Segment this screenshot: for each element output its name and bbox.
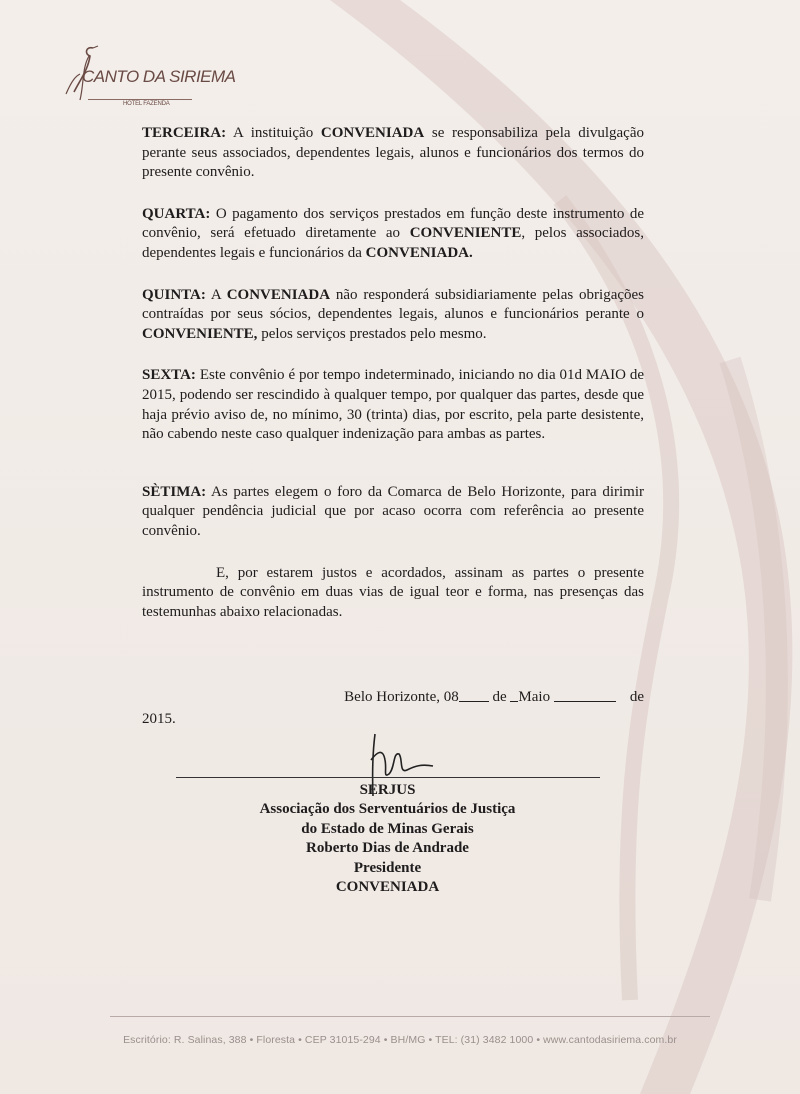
contract-body <box>142 124 644 644</box>
footer-divider <box>110 1016 710 1017</box>
signatory-role: Presidente <box>353 859 422 876</box>
signatory-block <box>200 781 575 897</box>
clause-text: , pelos associados, dependentes legais e funcionários da <box>142 225 644 261</box>
clause-quinta <box>142 286 644 345</box>
clause-text: A <box>205 286 227 303</box>
signatory-org-short: SERJUS <box>359 782 416 798</box>
date-blank-3 <box>554 687 616 702</box>
date-blank-1 <box>459 687 489 702</box>
logo-divider <box>88 99 192 100</box>
closing-paragraph: E, por estarem justos e acordados, assinam as partes o presente instrumento de convênio em duas vias de igual teor e forma, nas presenças das testemunhas abaixo relacionadas. <box>142 564 644 620</box>
date-de-2: de <box>629 689 644 705</box>
clause-bold-term: CONVENIENTE, <box>142 325 258 342</box>
clause-label: TERCEIRA: <box>142 125 227 141</box>
logo-wordmark: CANTO DA SIRIEMA <box>82 67 236 86</box>
clause-text: não responderá subsidiariamente pelas obrigações contraídas por seus sócios, dependentes legais, alunos e funcionários perante o <box>142 286 644 323</box>
clause-bold-term: CONVENIADA <box>226 286 331 303</box>
clause-label: SEXTA: <box>142 367 196 384</box>
clause-label: QUINTA: <box>142 286 206 303</box>
signatory-org-full: Associação dos Serventuários de Justiça <box>259 801 516 818</box>
date-line <box>142 687 644 729</box>
clause-setima <box>142 483 644 542</box>
date-month: Maio <box>518 689 551 705</box>
signatory-person: Roberto Dias de Andrade <box>306 840 469 857</box>
signature-line <box>176 777 600 778</box>
date-year: 2015. <box>142 711 176 727</box>
clause-bold-term: CONVENIADA. <box>365 244 473 261</box>
clause-quarta <box>142 205 644 264</box>
clause-label: SÈTIMA: <box>142 483 207 500</box>
clause-text: As partes elegem o foro da Comarca de Belo Horizonte, para dirimir qualquer pendência judicial que por acaso ocorra com referência ao presente convênio. <box>142 483 644 539</box>
clause-text: O pagamento dos serviços prestados em função deste instrumento de convênio, será efetuado diretamente ao <box>142 205 644 242</box>
signatory-party: CONVENIADA <box>335 879 440 896</box>
clause-bold-term: CONVENIADA <box>320 125 425 141</box>
clause-sexta <box>142 366 644 444</box>
footer-address: Escritório: R. Salinas, 388 • Floresta • CEP 31015-294 • BH/MG • TEL: (31) 3482 1000 • www.cantodasiriema.com.br <box>123 1034 677 1046</box>
clause-bold-term: CONVENIENTE <box>409 225 522 242</box>
clause-terceira <box>142 124 644 183</box>
date-city-day: Belo Horizonte, 08 <box>344 689 459 705</box>
clause-text: A instituição <box>226 125 321 141</box>
clause-label: QUARTA: <box>142 205 211 222</box>
clause-text: se responsabiliza pela divulgação perante seus associados, dependentes legais, alunos e funcionários dos termos do presente convênio. <box>142 125 644 181</box>
date-blank-2 <box>510 687 518 702</box>
logo-subtitle: HOTEL FAZENDA <box>123 101 170 107</box>
clause-text: Este convênio é por tempo indeterminado, iniciando no dia 01d MAIO de 2015, podendo ser rescindido à qualquer tempo, por qualquer das partes, desde que haja prévio aviso de, no mínimo, 30 (trinta) dias, por escrito, pela parte desistente, não cabendo neste caso qualquer indenização para ambas as partes. <box>142 367 644 443</box>
clause-text: pelos serviços prestados pelo mesmo. <box>257 325 487 342</box>
date-de-1: de <box>492 689 507 705</box>
signatory-org-state: do Estado de Minas Gerais <box>301 820 474 837</box>
